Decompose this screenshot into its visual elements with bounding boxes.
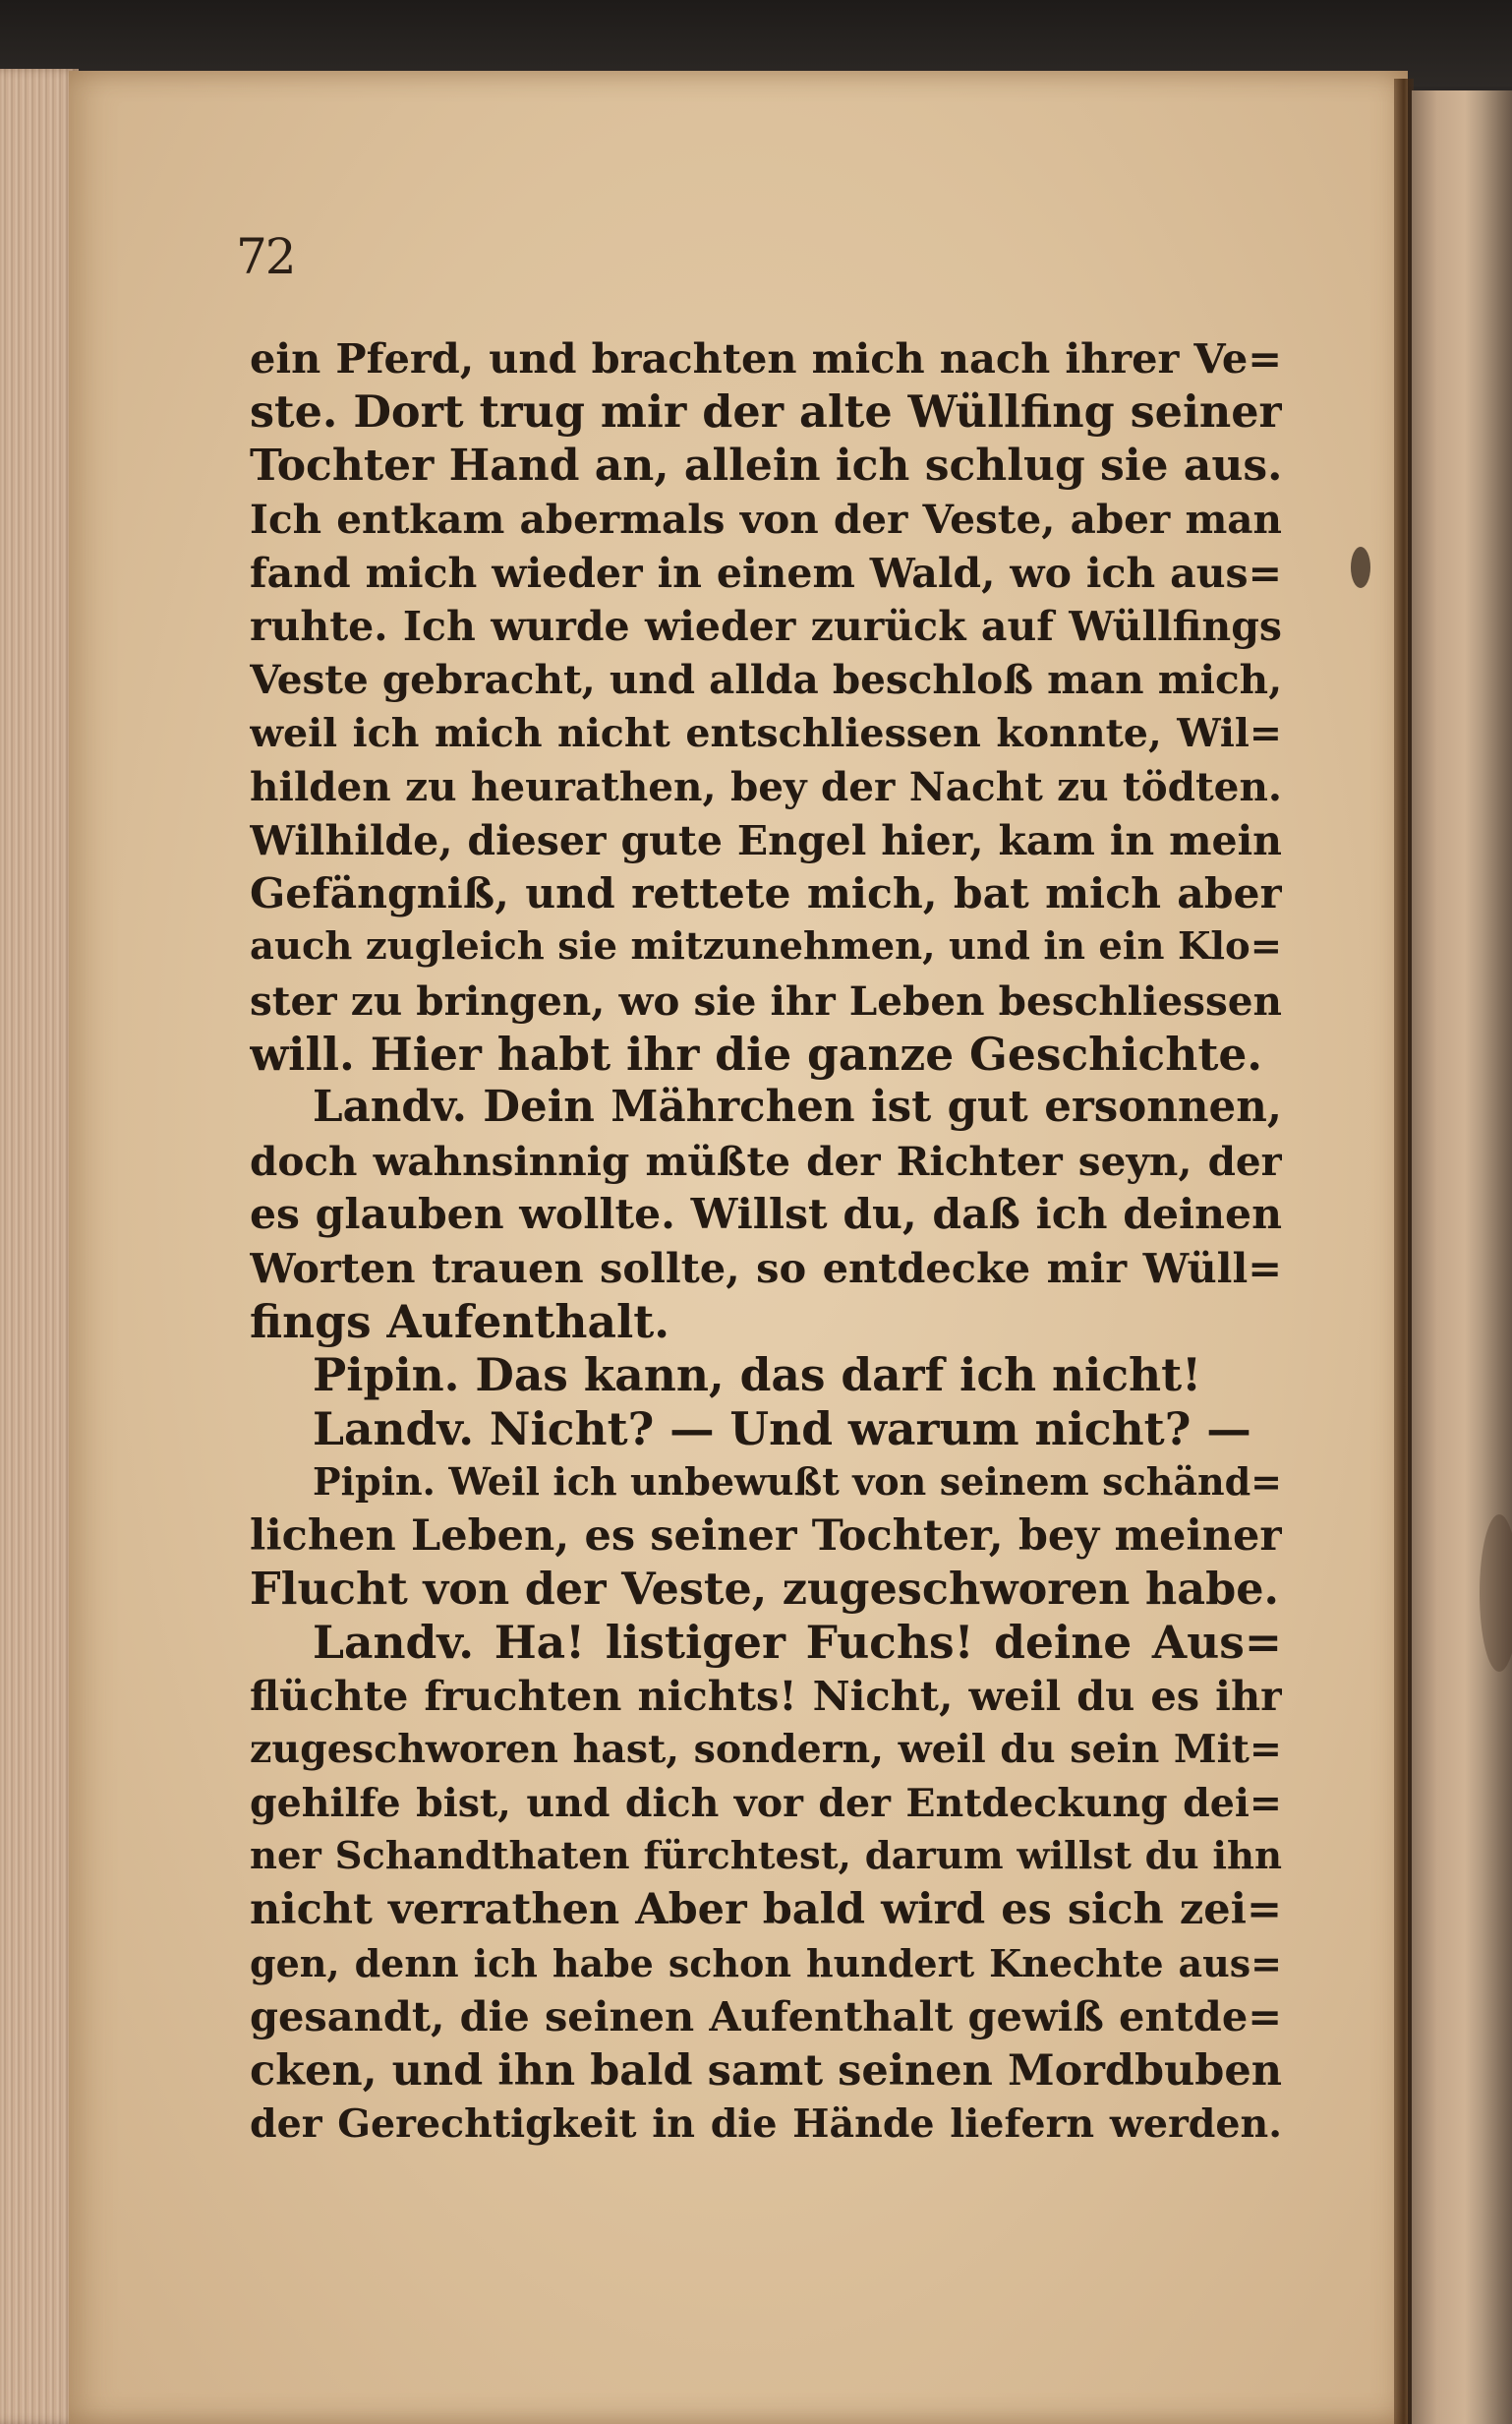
text-line: zugeschworen hast, sondern, weil du sein Mit= [250, 1727, 1282, 1773]
text-line: lichen Leben, es seiner Tochter, bey meiner [250, 1510, 1282, 1561]
text-line: flüchte fruchten nichts! Nicht, weil du es ihr [250, 1671, 1282, 1720]
text-line: gesandt, die seinen Aufenthalt gewiß entde= [250, 1992, 1282, 2041]
text-line: Veste gebracht, und allda beschloß man mich, [250, 656, 1282, 704]
text-line: der Gerechtigkeit in die Hände liefern werden. [250, 2100, 1282, 2147]
dialogue-line: Pipin. Das kann, das darf ich nicht! [313, 1348, 1202, 1402]
dialogue-line: Landv. Ha! listiger Fuchs! deine Aus= [313, 1616, 1282, 1670]
page-edges [0, 69, 79, 2424]
text-line: cken, und ihn bald samt seinen Mordbuben [250, 2045, 1282, 2096]
text-line: gehilfe bist, und dich vor der Entdeckung dei= [250, 1780, 1282, 1826]
text-line: Ich entkam abermals von der Veste, aber man [250, 496, 1282, 544]
book-gutter [1394, 79, 1414, 2424]
text-line: will. Hier habt ihr die ganze Geschichte. [250, 1028, 1263, 1082]
text-line: ste. Dort trug mir der alte Wüllfing seiner [250, 386, 1282, 439]
text-line: doch wahnsinnig müßte der Richter seyn, der [250, 1137, 1282, 1185]
text-line: Flucht von der Veste, zugeschworen habe. [250, 1563, 1280, 1615]
text-line: es glauben wollte. Willst du, daß ich deinen [250, 1190, 1282, 1240]
text-line: weil ich mich nicht entschliessen konnte, Wil= [250, 710, 1282, 756]
body-text [250, 332, 1282, 2151]
text-line: Tochter Hand an, allein ich schlug sie aus. [250, 440, 1282, 491]
facing-page-shadow [1465, 90, 1512, 2424]
paper-stain [1480, 1514, 1512, 1672]
text-line: Worten trauen sollte, so entdecke mir Wüll= [250, 1243, 1282, 1292]
text-line: ner Schandthaten fürchtest, darum willst du ihn [250, 1833, 1282, 1878]
text-line: gen, denn ich habe schon hundert Knechte aus= [250, 1940, 1282, 1985]
text-line: fand mich wieder in einem Wald, wo ich aus= [250, 549, 1282, 597]
dialogue-line: Landv. Nicht? — Und warum nicht? — [313, 1401, 1251, 1455]
text-line: nicht verrathen Aber bald wird es sich zei= [250, 1885, 1282, 1935]
text-line: ein Pferd, und brachten mich nach ihrer Ve= [250, 334, 1282, 383]
text-line: auch zugleich sie mitzunehmen, und in ein Klo= [250, 924, 1282, 970]
dialogue-line: Landv. Dein Mährchen ist gut ersonnen, [313, 1082, 1282, 1133]
page-number: 72 [236, 228, 295, 285]
text-line: Gefängniß, und rettete mich, bat mich aber [250, 868, 1282, 918]
ink-blot [1351, 547, 1370, 588]
text-line: fings Aufenthalt. [250, 1295, 670, 1349]
text-line: ruhte. Ich wurde wieder zurück auf Wüllfings [250, 602, 1282, 650]
text-line: ster zu bringen, wo sie ihr Leben beschliessen [250, 976, 1282, 1025]
dialogue-line: Pipin. Weil ich unbewußt von seinem schänd= [313, 1459, 1282, 1505]
text-line: hilden zu heurathen, bey der Nacht zu tödten. [250, 763, 1282, 811]
text-line: Wilhilde, dieser gute Engel hier, kam in mein [250, 816, 1282, 864]
